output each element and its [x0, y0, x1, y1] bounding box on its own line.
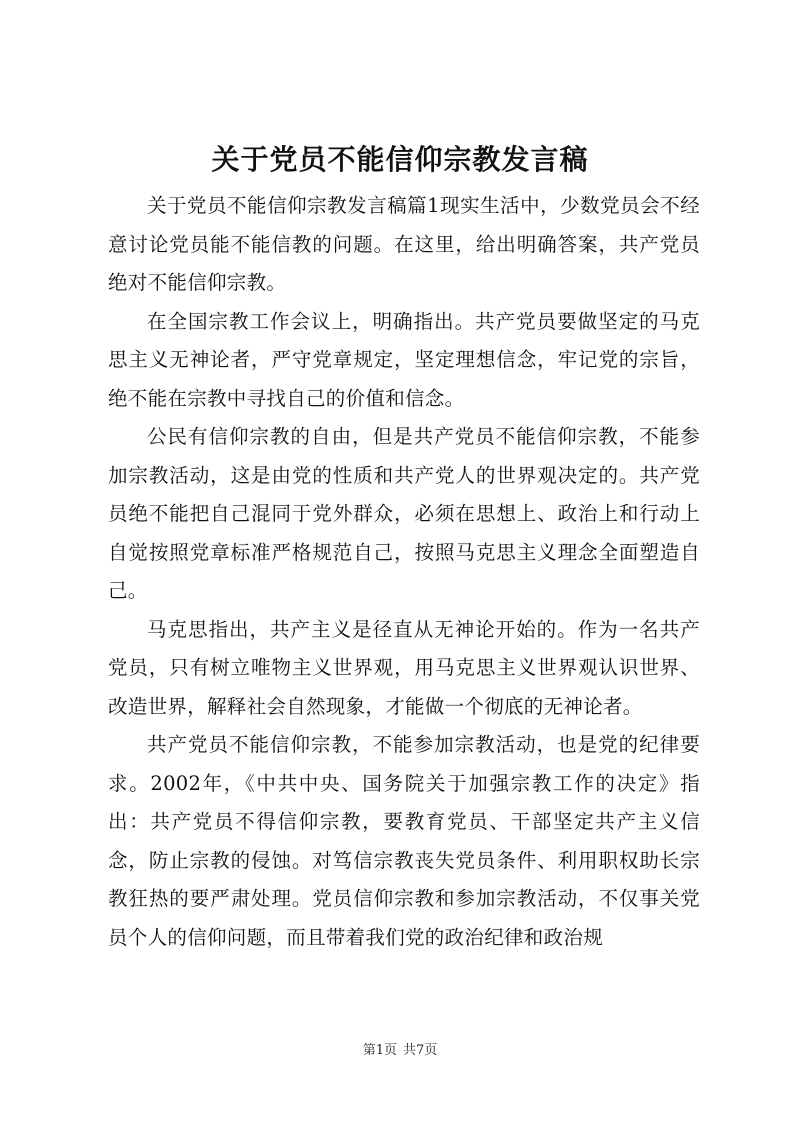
document-body — [108, 187, 700, 957]
page-footer — [0, 1042, 800, 1060]
paragraph: 马克思指出，共产主义是径直从无神论开始的。作为一名共产党员，只有树立唯物主义世界观，用马克思主义世界观认识世界、改造世界，解释社会自然现象，才能做一个彻底的无神论者。 — [108, 617, 700, 718]
document-title: 关于党员不能信仰宗教发言稿 — [211, 143, 589, 176]
paragraph: 关于党员不能信仰宗教发言稿篇1现实生活中，少数党员会不经意讨论党员能不能信教的问题。在这里，给出明确答案，共产党员绝对不能信仰宗教。 — [108, 194, 700, 294]
page-total: 共7页 — [403, 1043, 438, 1058]
paragraph: 公民有信仰宗教的自由，但是共产党员不能信仰宗教，不能参加宗教活动，这是由党的性质和共产党人的世界观决定的。共产党员绝不能把自己混同于党外群众，必须在思想上、政治上和行动上自觉按照党章标准严格规范自己，按照马克思主义理念全面塑造自己。 — [108, 425, 700, 602]
page-number: 第1页 — [362, 1043, 397, 1058]
paragraph: 在全国宗教工作会议上，明确指出。共产党员要做坚定的马克思主义无神论者，严守党章规定，坚定理想信念，牢记党的宗旨，绝不能在宗教中寻找自己的价值和信念。 — [108, 309, 700, 410]
paragraph: 共产党员不能信仰宗教，不能参加宗教活动，也是党的纪律要求。2002年，《中共中央、国务院关于加强宗教工作的决定》指出：共产党员不得信仰宗教，要教育党员、干部坚定共产主义信念，防止宗教的侵蚀。对笃信宗教丧失党员条件、利用职权助长宗教狂热的要严肃处理。党员信仰宗教和参加宗教活动，不仅事关党员个人的信仰问题，而且带着我们党的政治纪律和政治规 — [108, 733, 700, 949]
